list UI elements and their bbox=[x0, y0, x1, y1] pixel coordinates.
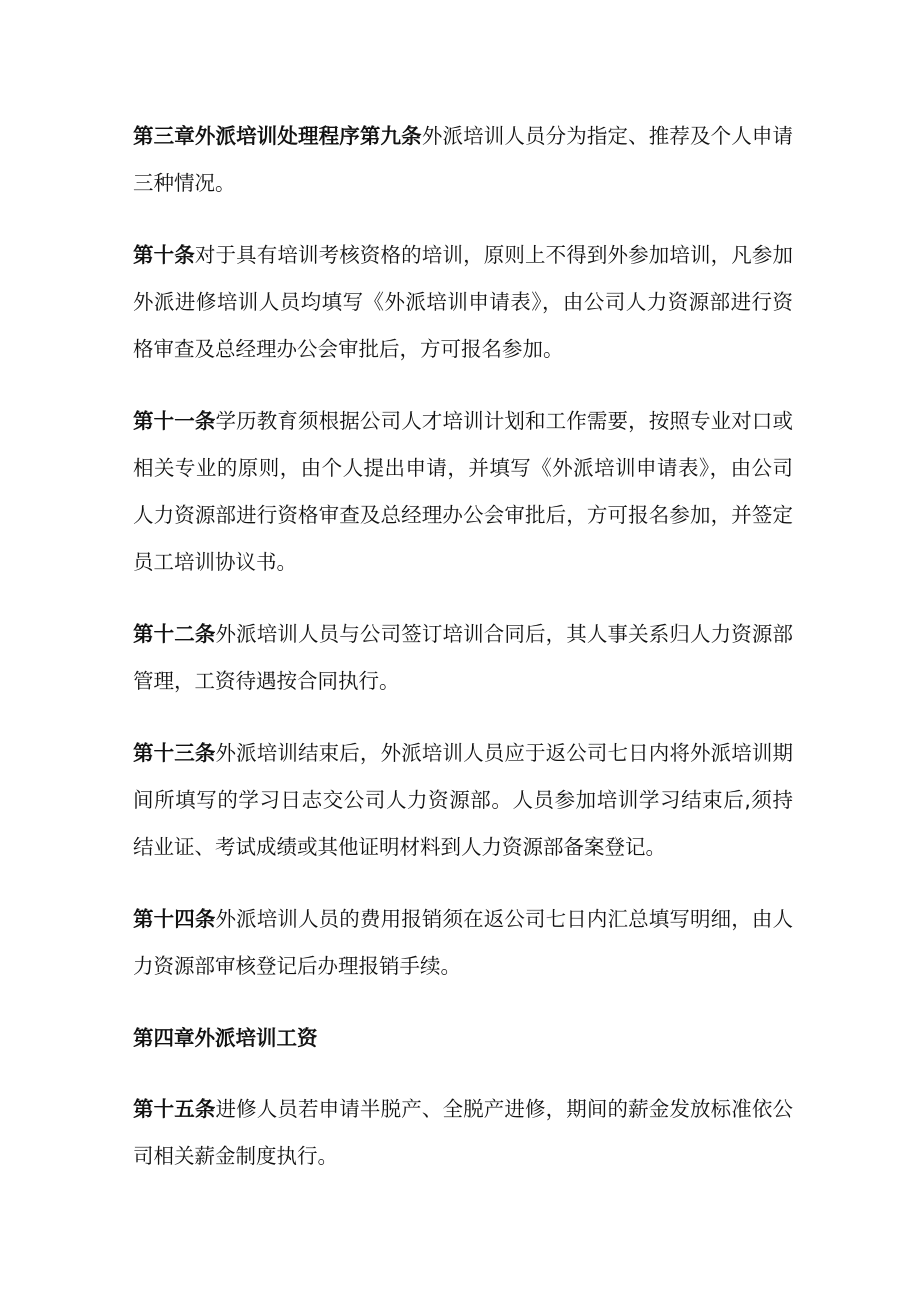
paragraph-article-15 bbox=[133, 1086, 793, 1180]
article-heading: 第十三条 bbox=[133, 741, 216, 765]
article-text: 外派培训结束后，外派培训人员应于返公司七日内将外派培训期间所填写的学习日志交公司人力资源部。人员参加培训学习结束后,须持结业证、考试成绩或其他证明材料到人力资源部备案登记。 bbox=[133, 741, 794, 859]
article-heading: 第十二条 bbox=[133, 622, 216, 646]
article-heading: 第十四条 bbox=[133, 907, 216, 931]
paragraph-article-12 bbox=[133, 611, 793, 705]
article-text: 对于具有培训考核资格的培训，原则上不得到外参加培训，凡参加外派进修培训人员均填写《外派培训申请表》，由公司人力资源部进行资格审查及总经理办公会审批后，方可报名参加。 bbox=[133, 243, 794, 361]
paragraph-article-9 bbox=[133, 113, 793, 207]
paragraph-article-10 bbox=[133, 232, 793, 373]
article-text: 进修人员若申请半脱产、全脱产进修，期间的薪金发放标准依公司相关薪金制度执行。 bbox=[133, 1097, 794, 1168]
article-heading: 第十五条 bbox=[133, 1097, 216, 1121]
article-text: 外派培训人员分为指定、推荐及个人申请三种情况。 bbox=[133, 124, 794, 195]
article-text: 外派培训人员的费用报销须在返公司七日内汇总填写明细，由人力资源部审核登记后办理报销手续。 bbox=[133, 907, 794, 978]
paragraph-article-11 bbox=[133, 398, 793, 586]
chapter-4-heading bbox=[133, 1015, 793, 1062]
document-body bbox=[133, 113, 793, 1205]
article-text: 学历教育须根据公司人才培训计划和工作需要，按照专业对口或相关专业的原则，由个人提出申请，并填写《外派培训申请表》，由公司人力资源部进行资格审查及总经理办公会审批后，方可报名参加，并签定员工培训协议书。 bbox=[133, 409, 794, 574]
article-heading: 第三章外派培训处理程序第九条 bbox=[133, 124, 422, 148]
article-heading: 第十条 bbox=[133, 243, 195, 267]
paragraph-article-13 bbox=[133, 730, 793, 871]
article-heading: 第十一条 bbox=[133, 409, 216, 433]
article-text: 外派培训人员与公司签订培训合同后，其人事关系归人力资源部管理，工资待遇按合同执行。 bbox=[133, 622, 794, 693]
chapter-title: 第四章外派培训工资 bbox=[133, 1026, 318, 1050]
paragraph-article-14 bbox=[133, 896, 793, 990]
